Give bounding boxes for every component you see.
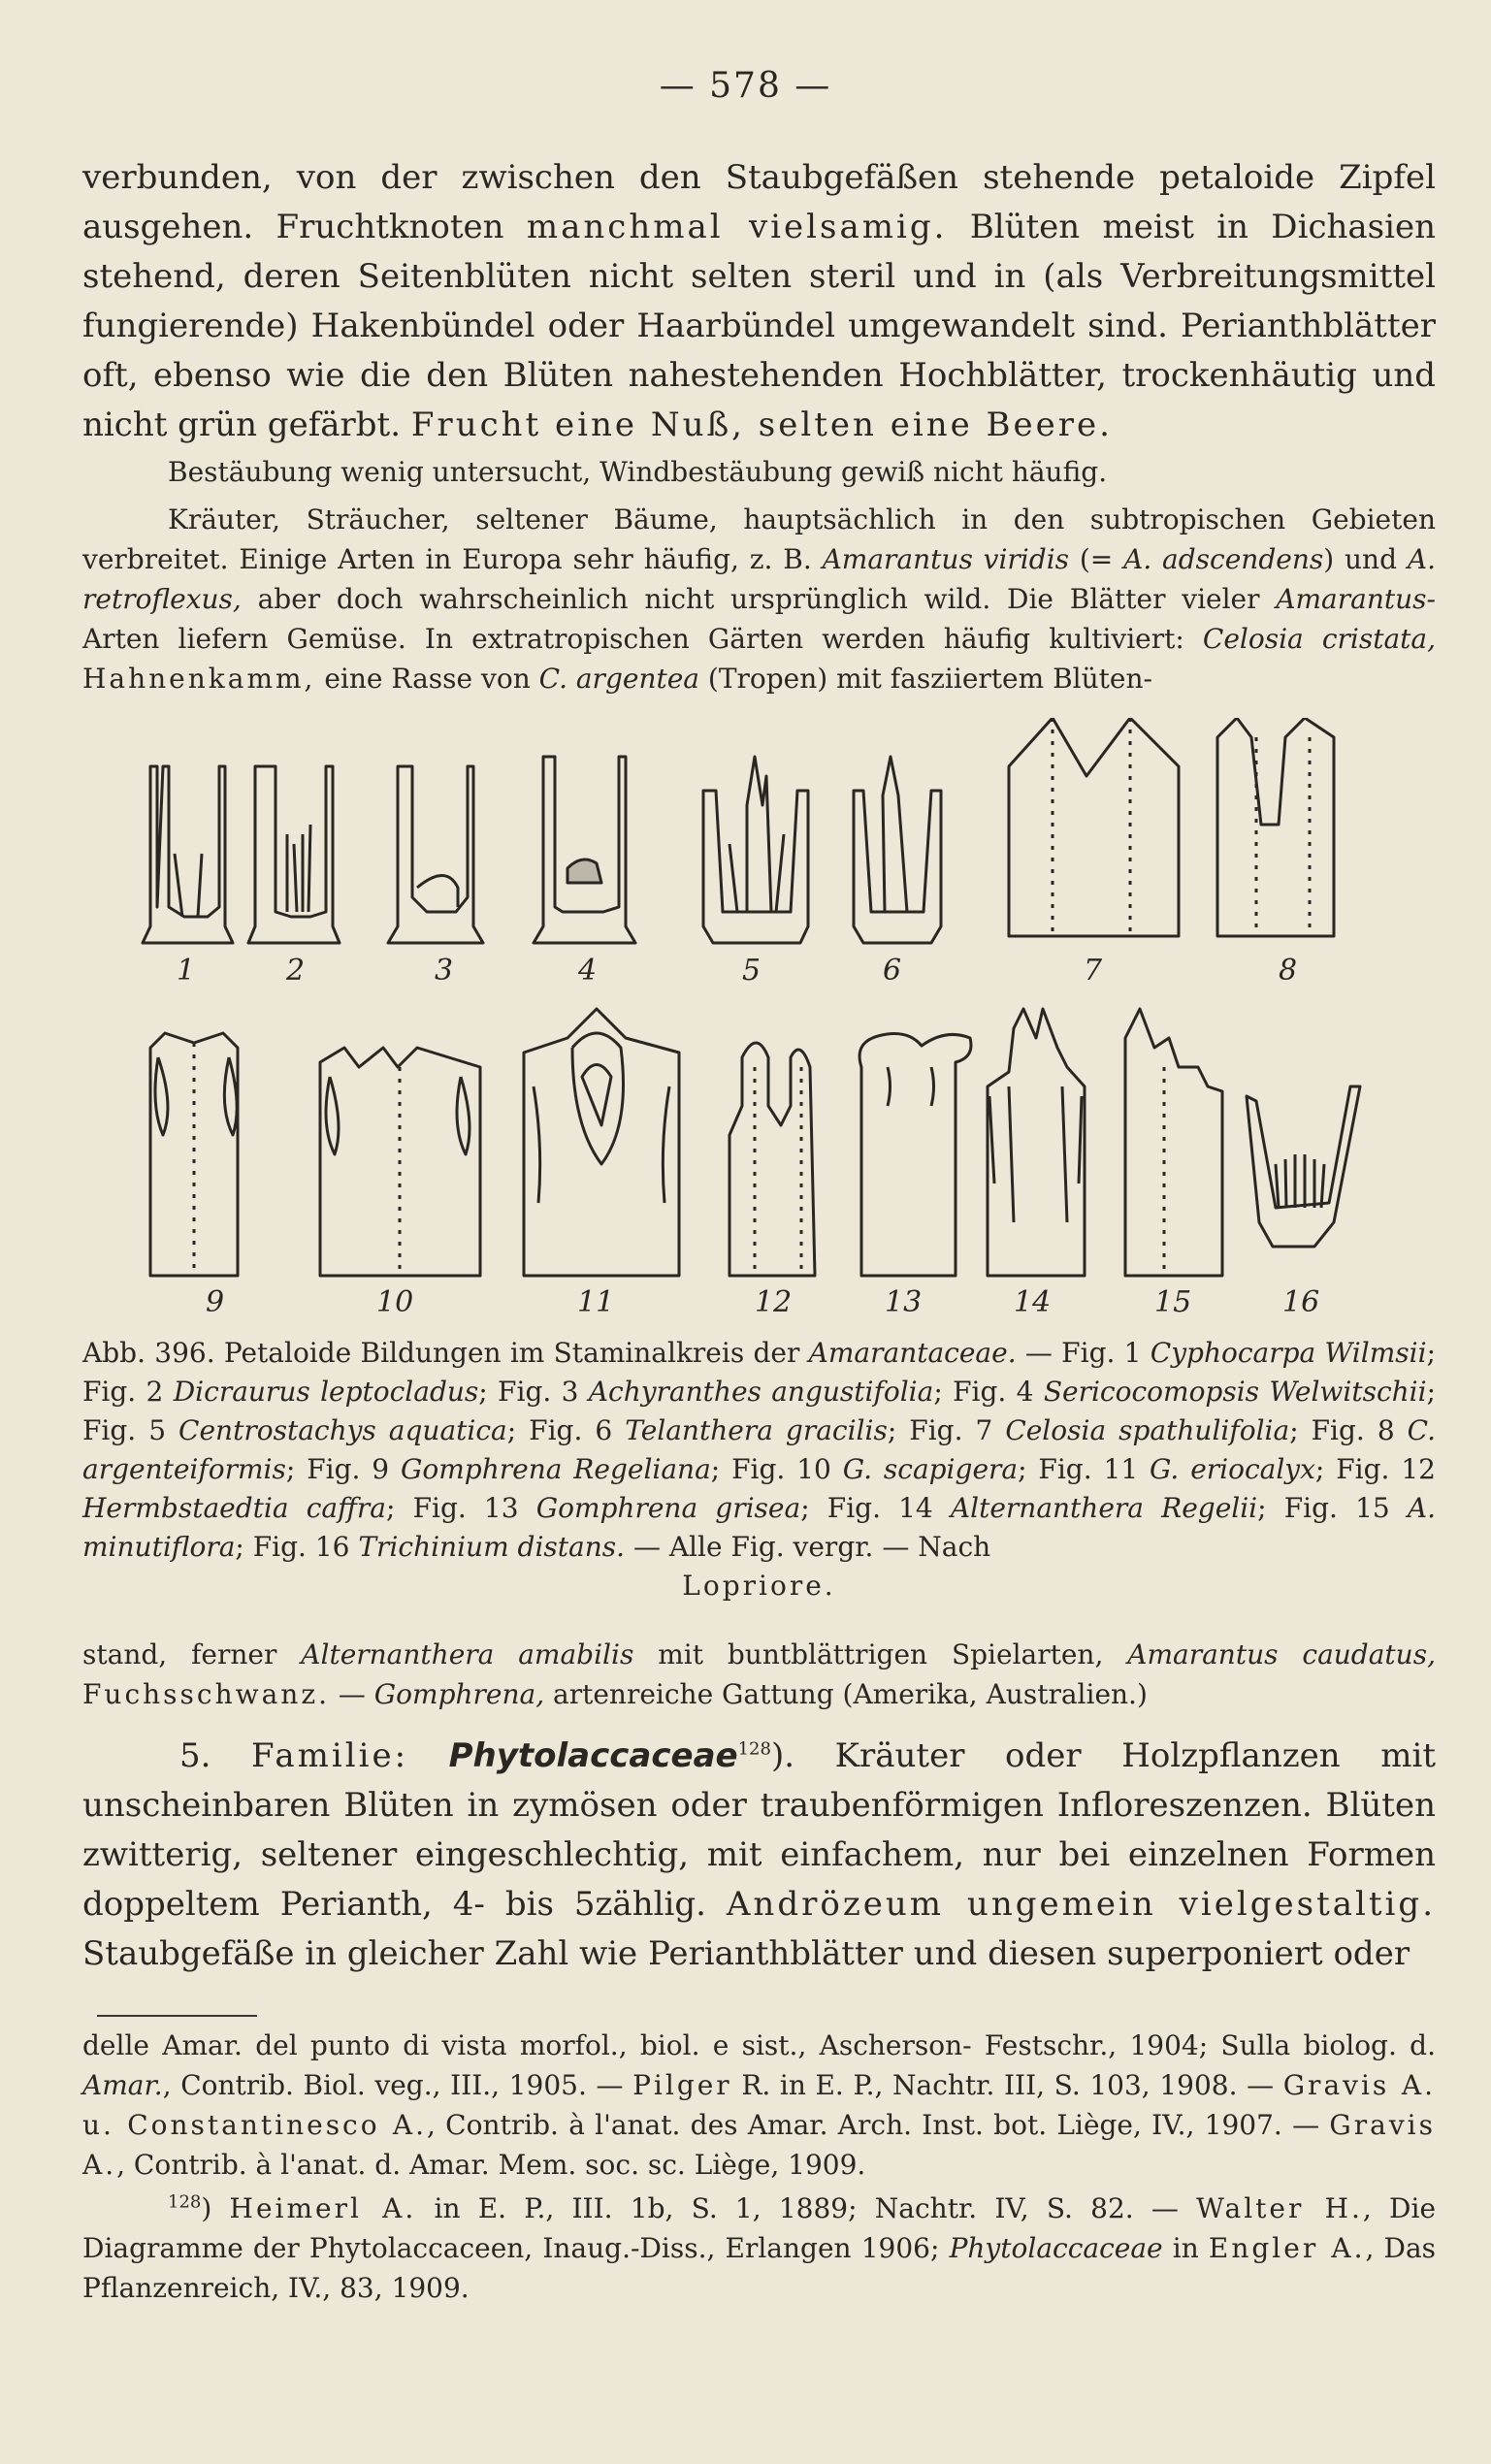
- fig-label: 8: [1279, 954, 1298, 988]
- text-run: , Die Diagramme der Phytolaccaceen, Inaug.-Diss., Erlangen 1906;: [82, 2192, 1437, 2264]
- author-name: Pilger: [632, 2069, 732, 2101]
- taxon-name: Gomphrena grisea: [535, 1492, 801, 1524]
- taxon-name: Centrostachys aquatica: [178, 1414, 507, 1446]
- paragraph-continued: [82, 1635, 1436, 1714]
- taxon-name: Phytolaccaceae: [949, 2232, 1163, 2264]
- fig-9-drawing: [150, 1033, 238, 1276]
- fig-13-drawing: [859, 1034, 971, 1276]
- author-name: Heimerl A.: [229, 2192, 417, 2224]
- fig-label: 5: [742, 954, 762, 988]
- fig-label: 7: [1084, 954, 1103, 988]
- taxon-name: Amar.: [82, 2069, 163, 2101]
- caption-text: ; Fig. 2: [82, 1337, 1436, 1408]
- taxon-name: Dicraurus leptocladus: [173, 1376, 479, 1408]
- fig-label: 13: [885, 1285, 923, 1319]
- text-run: in E. P., III. 1b, S. 1, 1889; Nachtr. IV, S. 82. —: [434, 2192, 1179, 2224]
- taxon-name: Gomphrena Regeliana: [401, 1453, 711, 1485]
- caption-text: — Fig. 1: [1024, 1337, 1142, 1369]
- fig-label: 15: [1154, 1285, 1192, 1319]
- paragraph-distribution: [82, 500, 1436, 698]
- caption-author: Lopriore.: [682, 1570, 836, 1602]
- caption-text: ; Fig. 9: [285, 1453, 390, 1485]
- caption-text: Abb. 396. Petaloide Bildungen im Staminalkreis der: [82, 1337, 800, 1369]
- text-run: Kräuter, Sträucher, seltener Bäume, hauptsächlich in den subtropischen Gebieten verbreitet. Einige Arten in Europa sehr häufig, z. B.: [82, 503, 1436, 575]
- fig-14-drawing: [988, 1009, 1085, 1276]
- caption-text: — Alle Fig. vergr. — Nach: [632, 1531, 991, 1563]
- figure-drawings: [0, 718, 1491, 1339]
- taxon-name: Cyphocarpa Wilmsii: [1150, 1337, 1427, 1369]
- taxon-name: Gomphrena,: [373, 1678, 545, 1710]
- family-name: Phytolaccaceae: [448, 1736, 738, 1775]
- caption-text: ; Fig. 5: [82, 1376, 1437, 1446]
- common-name: Fuchsschwanz.: [82, 1678, 330, 1710]
- figure-labels-row-1: [0, 954, 1491, 992]
- taxon-name: Amarantus-: [1276, 583, 1436, 615]
- taxon-name: Trichinium distans.: [358, 1531, 626, 1563]
- fig-label: 10: [376, 1285, 414, 1319]
- figure-labels-row-2: [0, 1285, 1491, 1324]
- text-run: ). Kräuter oder Holzpflanzen mit unscheinbaren Blüten in zymösen oder traubenförmigen Infloreszenzen. Blüten zwitterig, seltener eingeschlechtig, mit einfachem, nur bei einzelnen Formen doppeltem Perianth, 4- bis 5zählig.: [82, 1736, 1436, 1924]
- taxon-name: A. adscendens: [1123, 543, 1324, 575]
- author-name: Gravis A. u. Constantinesco A.: [82, 2069, 1437, 2141]
- taxon-name: Amarantus caudatus,: [1127, 1638, 1436, 1670]
- text-run-spaced: Frucht eine Nuß, selten eine Beere.: [410, 405, 1113, 444]
- text-run: Staubgefäße in gleicher Zahl wie Perianthblätter und diesen superponiert oder: [82, 1934, 1410, 1973]
- caption-text: ; Fig. 7: [887, 1414, 993, 1446]
- caption-text: ; Fig. 6: [506, 1414, 613, 1446]
- fig-label: 16: [1282, 1285, 1320, 1319]
- text-run: , Contrib. à l'anat. des Amar. Arch. Inst. bot. Liège, IV., 1907. —: [427, 2109, 1320, 2141]
- taxon-name: Telanthera gracilis: [625, 1414, 888, 1446]
- text-run: Arten liefern Gemüse. In extratropischen Gärten werden häufig kultiviert:: [82, 623, 1184, 655]
- caption-text: ; Fig. 10: [710, 1453, 831, 1485]
- text-run: artenreiche Gattung (Amerika, Australien.): [553, 1678, 1148, 1710]
- fig-5-drawing: [703, 757, 808, 943]
- fig-12-drawing: [729, 1043, 815, 1276]
- fig-8-drawing: [1217, 718, 1334, 936]
- section-label: Familie:: [251, 1736, 409, 1775]
- fig-label: 4: [578, 954, 598, 988]
- fig-11-drawing: [524, 1009, 679, 1276]
- taxon-name: A. minutiflora: [82, 1492, 1436, 1563]
- text-run: —: [338, 1678, 366, 1710]
- fig-6-drawing: [854, 757, 941, 943]
- caption-text: ; Fig. 3: [478, 1376, 579, 1408]
- fig-16-drawing: [1247, 1086, 1360, 1247]
- page-number: — 578 —: [659, 66, 832, 106]
- figure-396: [0, 718, 1491, 1339]
- caption-text: ; Fig. 14: [800, 1492, 933, 1524]
- text-run: (Tropen) mit fasziiertem Blüten-: [707, 663, 1152, 695]
- footnote-divider: [97, 2015, 257, 2017]
- caption-text: ; Fig. 4: [933, 1376, 1034, 1408]
- footnote-ref: 128: [737, 1738, 771, 1760]
- footnote-number: 128: [168, 2191, 202, 2213]
- taxon-name: Alternanthera amabilis: [301, 1638, 634, 1670]
- fig-15-drawing: [1125, 1009, 1222, 1276]
- text-run: eine Rasse von: [324, 663, 531, 695]
- fig-7-drawing: [1009, 718, 1179, 936]
- fig-2-drawing: [248, 766, 340, 943]
- fig-4-drawing: [534, 757, 635, 943]
- fig-label: 14: [1014, 1285, 1052, 1319]
- taxon-name: C. argentea: [538, 663, 699, 695]
- text-run: , Contrib. à l'anat. d. Amar. Mem. soc. sc. Liège, 1909.: [116, 2149, 866, 2181]
- author-name: Gravis A.: [82, 2109, 1436, 2181]
- caption-text: ; Fig. 15: [1257, 1492, 1390, 1524]
- taxon-name: A. retroflexus,: [82, 543, 1436, 615]
- taxon-name: C. argenteiformis: [82, 1414, 1436, 1485]
- taxon-name: G. scapigera: [842, 1453, 1019, 1485]
- text-run: verbunden, von der zwischen den Staubgefäßen stehende petaloide Zipfel ausgehen. Fruchtknoten: [82, 158, 1436, 246]
- caption-text: ; Fig. 16: [235, 1531, 350, 1563]
- taxon-name: Celosia spathulifolia: [1005, 1414, 1290, 1446]
- paragraph-amarantaceae-description: [82, 153, 1436, 450]
- fig-label: 1: [177, 954, 196, 988]
- taxon-name: Alternanthera Regelii: [950, 1492, 1258, 1524]
- paragraph-phytolaccaceae: [82, 1732, 1436, 1979]
- text-run: delle Amar. del punto di vista morfol., biol. e sist., Ascherson- Festschr., 1904; Sulla biolog. d.: [82, 2029, 1436, 2061]
- text-run-spaced: manchmal vielsamig.: [526, 208, 948, 246]
- text-run: , Contrib. Biol. veg., III., 1905. —: [162, 2069, 624, 2101]
- text-run: in: [1172, 2232, 1199, 2264]
- footnote-128: [82, 2188, 1436, 2308]
- caption-text: ; Fig. 8: [1289, 1414, 1395, 1446]
- fig-label: 9: [206, 1285, 225, 1319]
- section-number: 5.: [179, 1736, 211, 1775]
- fig-1-drawing: [143, 766, 233, 943]
- taxon-name: Achyranthes angustifolia: [588, 1376, 934, 1408]
- text-run: mit buntblättrigen Spielarten,: [658, 1638, 1104, 1670]
- text-run: Bestäubung wenig untersucht, Windbestäubung gewiß nicht häufig.: [168, 456, 1108, 488]
- fig-label: 6: [883, 954, 902, 988]
- fig-label: 12: [755, 1285, 793, 1319]
- fig-label: 3: [435, 954, 454, 988]
- fig-10-drawing: [320, 1048, 480, 1276]
- text-run: ) und: [1323, 543, 1397, 575]
- text-run: R. in E. P., Nachtr. III, S. 103, 1908. —: [741, 2069, 1275, 2101]
- taxon-name: Sericocomopsis Welwitschii: [1043, 1376, 1427, 1408]
- caption-text: ; Fig. 12: [1314, 1453, 1436, 1485]
- text-run: (=: [1079, 543, 1114, 575]
- text-run: Blüten meist in Dichasien stehend, deren Seitenblüten nicht selten steril und in (als Verbreitungsmittel fungierende) Hakenbündel oder Haarbündel umgewandelt sind. Perianthblätter oft, ebenso wie die den Blüten nahestehenden Hochblätter, trockenhäutig und nicht grün gefärbt.: [82, 208, 1436, 444]
- footnote-127-continued: [82, 2026, 1436, 2185]
- caption-text: ; Fig. 11: [1018, 1453, 1139, 1485]
- paragraph-pollination: [82, 452, 1436, 492]
- author-name: Engler A.: [1208, 2232, 1366, 2264]
- text-run: , Das Pflanzenreich, IV., 83, 1909.: [82, 2232, 1437, 2304]
- fig-label: 2: [286, 954, 306, 988]
- text-run: ): [201, 2192, 212, 2224]
- taxon-name: G. eriocalyx: [1150, 1453, 1315, 1485]
- common-name: Hahnenkamm,: [82, 663, 316, 695]
- figure-caption: [82, 1334, 1436, 1605]
- taxon-name: Amarantaceae.: [808, 1337, 1017, 1369]
- fig-3-drawing: [388, 766, 483, 943]
- taxon-name: Hermbstaedtia caffra: [82, 1492, 386, 1524]
- fig-label: 11: [577, 1285, 615, 1319]
- text-run: aber doch wahrscheinlich nicht ursprünglich wild. Die Blätter vieler: [257, 583, 1260, 615]
- text-run-spaced: Andrözeum ungemein vielgestaltig.: [726, 1885, 1437, 1924]
- taxon-name: Celosia cristata,: [1202, 623, 1437, 655]
- taxon-name: Amarantus viridis: [822, 543, 1070, 575]
- text-run: stand, ferner: [82, 1638, 277, 1670]
- author-name: Walter H.: [1196, 2192, 1363, 2224]
- caption-text: ; Fig. 13: [386, 1492, 519, 1524]
